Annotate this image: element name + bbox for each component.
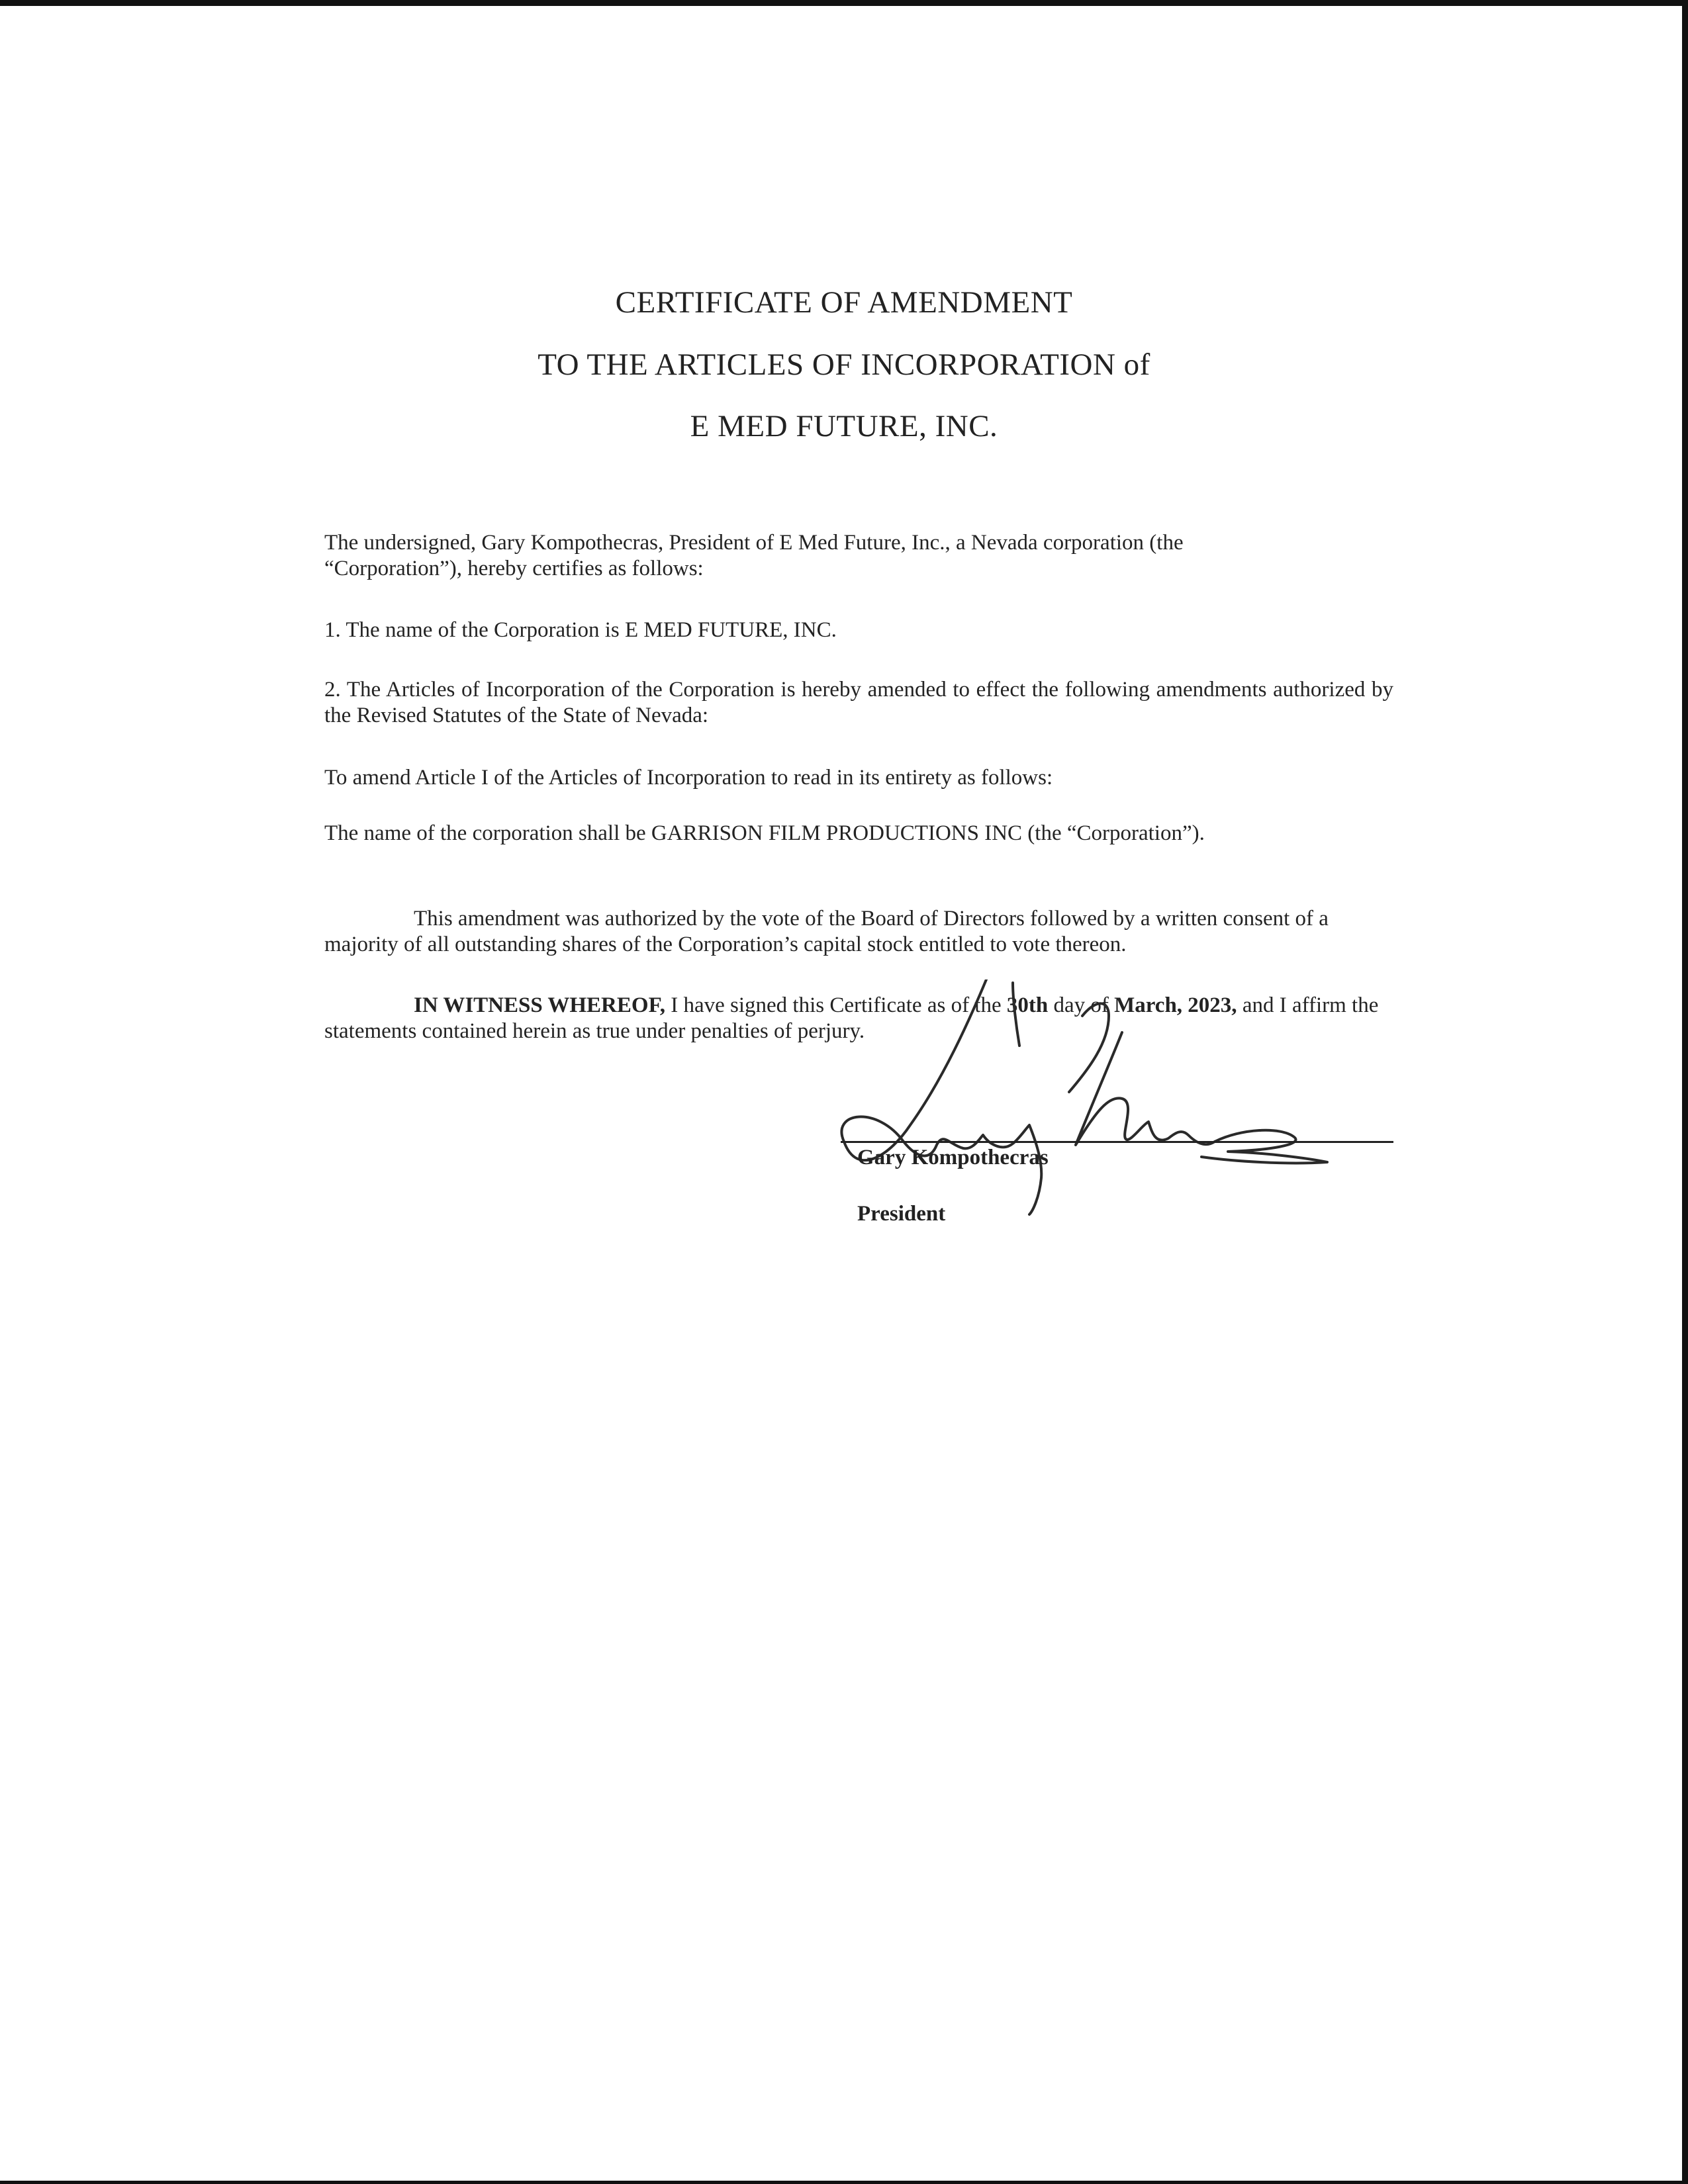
intro-line-1: The undersigned, Gary Kompothecras, President of E Med Future, Inc., a Nevada corporation (the — [324, 531, 1184, 555]
witness-text-2: day of — [1048, 993, 1115, 1017]
signatory-name: Gary Kompothecras — [857, 1146, 1049, 1169]
witness-text-3: and I affirm the statements contained herein as true under penalties of perjury. — [324, 993, 1379, 1043]
witness-text-1: I have signed this Certificate as of the — [665, 993, 1007, 1017]
authorization-paragraph: This amendment was authorized by the vote of the Board of Directors followed by a written consent of a majority of all outstanding shares of the Corporation’s capital stock entitled to vote thereon. — [324, 907, 1329, 956]
amendment-intro-paragraph: To amend Article I of the Articles of Incorporation to read in its entirety as follows: — [324, 766, 1053, 790]
intro-line-2: “Corporation”), hereby certifies as follows: — [324, 557, 704, 580]
signature-line — [841, 1141, 1393, 1143]
signatory-title: President — [857, 1202, 946, 1226]
scan-border-right — [1682, 0, 1688, 2184]
scan-border-top — [0, 0, 1688, 6]
document-title-company: E MED FUTURE, INC. — [690, 409, 998, 443]
witness-lead: IN WITNESS WHEREOF, — [414, 993, 665, 1017]
item-1-paragraph: 1. The name of the Corporation is E MED FUTURE, INC. — [324, 618, 837, 642]
witness-date: March, 2023, — [1114, 993, 1237, 1017]
witness-day: 30th — [1006, 993, 1049, 1017]
document-title-line-2: TO THE ARTICLES OF INCORPORATION of — [538, 347, 1150, 382]
scan-border-bottom — [0, 2181, 1688, 2184]
handwritten-signature — [831, 979, 1347, 1218]
intro-paragraph — [324, 530, 1393, 582]
document-title-line-1: CERTIFICATE OF AMENDMENT — [615, 285, 1073, 320]
new-name-clause: The name of the corporation shall be GARRISON FILM PRODUCTIONS INC (the “Corporation”). — [324, 821, 1205, 845]
item-2-paragraph: 2. The Articles of Incorporation of the Corporation is hereby amended to effect the following amendments authorized by the Revised Statutes of the State of Nevada: — [324, 678, 1393, 727]
